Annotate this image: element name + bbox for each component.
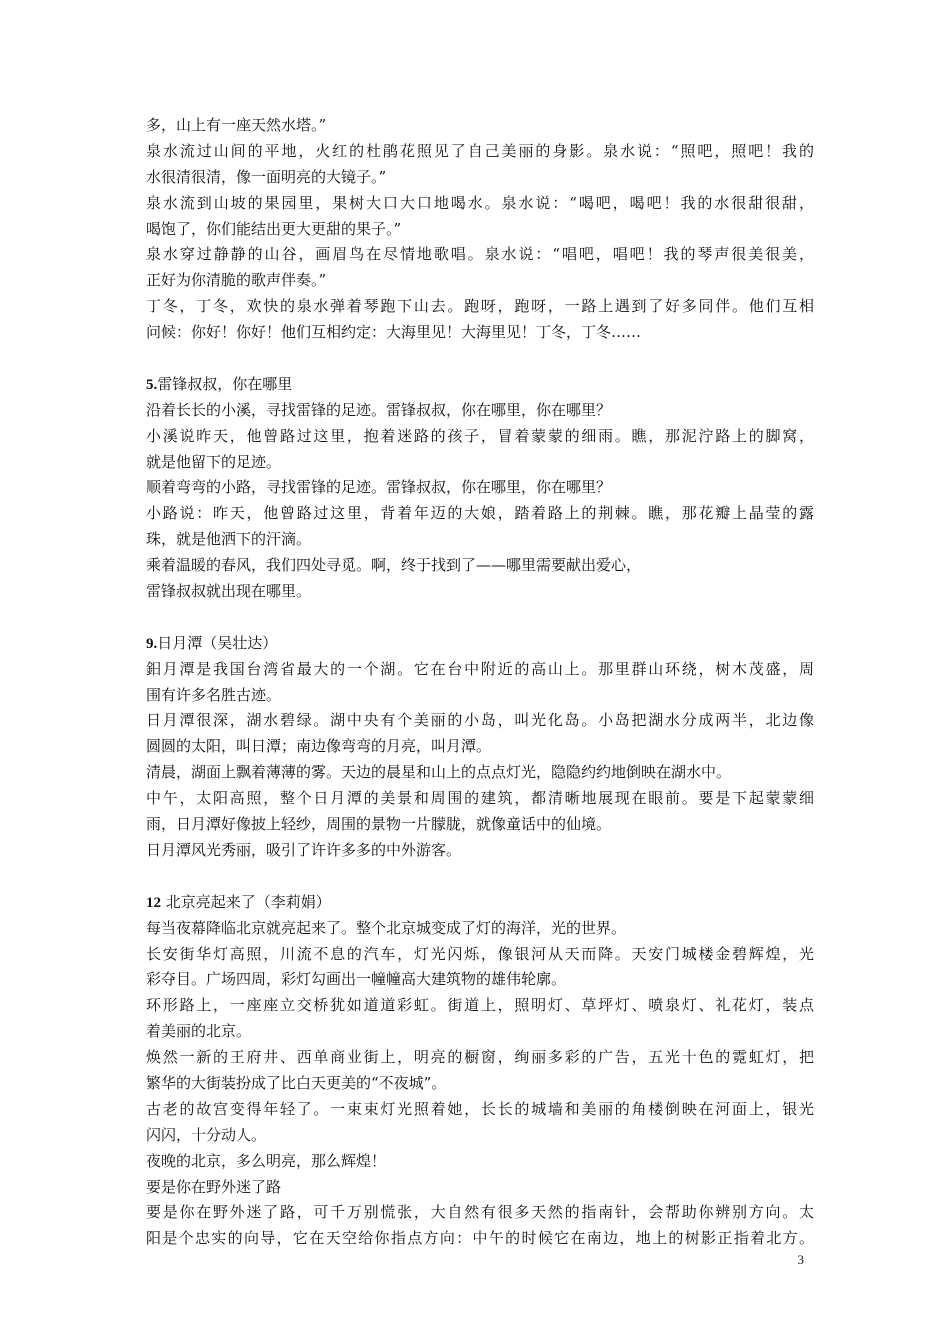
text-line: 要是你在野外迷了路: [146, 1177, 282, 1196]
text-line: 沿着长长的小溪，寻找雷锋的足迹。雷锋叔叔，你在哪里，你在哪里？: [146, 400, 612, 419]
text-line: 繁华的大街装扮成了比白天更美的“不夜城”。: [146, 1073, 447, 1092]
text-line: 彩夺目。广场四周，彩灯勾画出一幢幢高大建筑物的雄伟轮廓。: [146, 970, 567, 989]
text-line: 就是他留下的足迹。: [146, 452, 282, 471]
text-line: 鈤月潭是我国台湾省最大的一个湖。它在台中附近的高山上。那里群山环绕，树木茂盛，周: [146, 659, 814, 678]
text-line: 喝饱了，你们能结出更大更甜的果子。”: [146, 219, 402, 238]
text-line: 环形路上，一座座立交桥犹如道道彩虹。街道上，照明灯、草坪灯、喷泉灯、礼花灯，装点: [146, 996, 814, 1015]
text-line: 清晨，湖面上飘着薄薄的雾。天边的晨星和山上的点点灯光，隐隐约约地倒映在湖水中。: [146, 763, 732, 782]
text-line: 阳是个忠实的向导，它在天空给你指点方向：中午的时候它在南边，地上的树影正指着北方。: [146, 1229, 814, 1248]
page-number: 3: [797, 1252, 804, 1267]
section-number: 5.: [146, 376, 158, 393]
paragraph-spacer: [146, 605, 814, 631]
text-line: 小溪说昨天，他曾路过这里，抱着迷路的孩子，冒着蒙蒙的细雨。瞧，那泥泞路上的脚窝，: [146, 426, 814, 445]
section-lei-feng: [146, 372, 814, 605]
text-line: 焕然一新的王府井、西单商业街上，明亮的橱窗，绚丽多彩的广告，五光十色的霓虹灯，把: [146, 1048, 814, 1067]
section-title: 日月潭（吴壮达）: [157, 633, 278, 652]
text-line: 正好为你清脆的歌声伴奏。”: [146, 271, 327, 290]
text-line: 着美丽的北京。: [146, 1022, 252, 1041]
section-title: 北京亮起来了（李莉娟）: [161, 892, 331, 911]
text-line: 多，山上有一座天然水塔。”: [146, 116, 327, 134]
text-line: 每当夜幕降临北京就亮起来了。整个北京城变成了灯的海洋，光的世界。: [146, 918, 627, 937]
intro-paragraphs: [146, 113, 814, 346]
text-line: 围有许多名胜古迹。: [146, 685, 282, 704]
section-number: 12: [146, 894, 161, 911]
text-line: 顺着弯弯的小路，寻找雷锋的足迹。雷锋叔叔，你在哪里，你在哪里？: [146, 478, 612, 497]
section-heading: [146, 372, 814, 398]
text-line: 珠，就是他洒下的汗滴。: [146, 530, 312, 549]
section-number: 9.: [146, 635, 158, 652]
text-line: 水很清很清，像一面明亮的大镜子。”: [146, 167, 387, 186]
text-line: 夜晚的北京，多么明亮，那么辉煌！: [146, 1151, 387, 1170]
text-line: 泉水流过山间的平地，火红的杜鹃花照见了自己美丽的身影。泉水说：“照吧，照吧！我的: [146, 141, 814, 160]
section-heading: [146, 631, 814, 657]
text-line: 闪闪，十分动人。: [146, 1125, 267, 1144]
paragraph-spacer: [146, 864, 814, 890]
text-line: 乘着温暖的春风，我们四处寻觅。啊，终于找到了——哪里需要献出爱心，: [146, 556, 642, 575]
text-line: 中午，太阳高照，整个日月潭的美景和周围的建筑，都清晰地展现在眼前。要是下起蒙蒙细: [146, 789, 814, 808]
text-line: 长安街华灯高照，川流不息的汽车，灯光闪烁，像银河从天而降。天安门城楼金碧辉煌，光: [146, 944, 814, 963]
text-line: 泉水穿过静静的山谷，画眉鸟在尽情地歌唱。泉水说：“唱吧，唱吧！我的琴声很美很美，: [146, 245, 814, 264]
text-line: 雨，日月潭好像披上轻纱，周围的景物一片朦胧，就像童话中的仙境。: [146, 815, 612, 834]
section-title: 雷锋叔叔，你在哪里: [157, 374, 293, 393]
text-line: 小路说：昨天，他曾路过这里，背着年迈的大娘，踏着路上的荆棘。瞧，那花瓣上晶莹的露: [146, 504, 814, 523]
text-line: 古老的故宫变得年轻了。一束束灯光照着她，长长的城墙和美丽的角楼倒映在河面上，银光: [146, 1099, 814, 1118]
text-line: 雷锋叔叔就出现在哪里。: [146, 582, 312, 601]
paragraph-spacer: [146, 346, 814, 372]
text-line: 问候：你好！你好！他们互相约定：大海里见！大海里见！丁冬，丁冬……: [146, 323, 642, 342]
document-body: [146, 113, 814, 1252]
section-sun-moon-lake: [146, 631, 814, 864]
text-line: 要是你在野外迷了路，可千万别慌张，大自然有很多天然的指南针，会帮助你辨别方向。太: [146, 1203, 814, 1222]
text-line: 日月潭风光秀丽，吸引了许许多多的中外游客。: [146, 840, 462, 859]
text-line: 泉水流到山坡的果园里，果树大口大口地喝水。泉水说：“喝吧，喝吧！我的水很甜很甜，: [146, 193, 814, 212]
section-beijing-lights: [146, 890, 814, 1252]
section-heading: [146, 890, 814, 916]
text-line: 圆圆的太阳，叫日潭；南边像弯弯的月亮，叫月潭。: [146, 737, 492, 756]
text-line: 日月潭很深，湖水碧绿。湖中央有个美丽的小岛，叫光化岛。小岛把湖水分成两半，北边像: [146, 711, 814, 730]
text-line: 丁冬，丁冬，欢快的泉水弹着琴跑下山去。跑呀，跑呀，一路上遇到了好多同伴。他们互相: [146, 297, 814, 316]
